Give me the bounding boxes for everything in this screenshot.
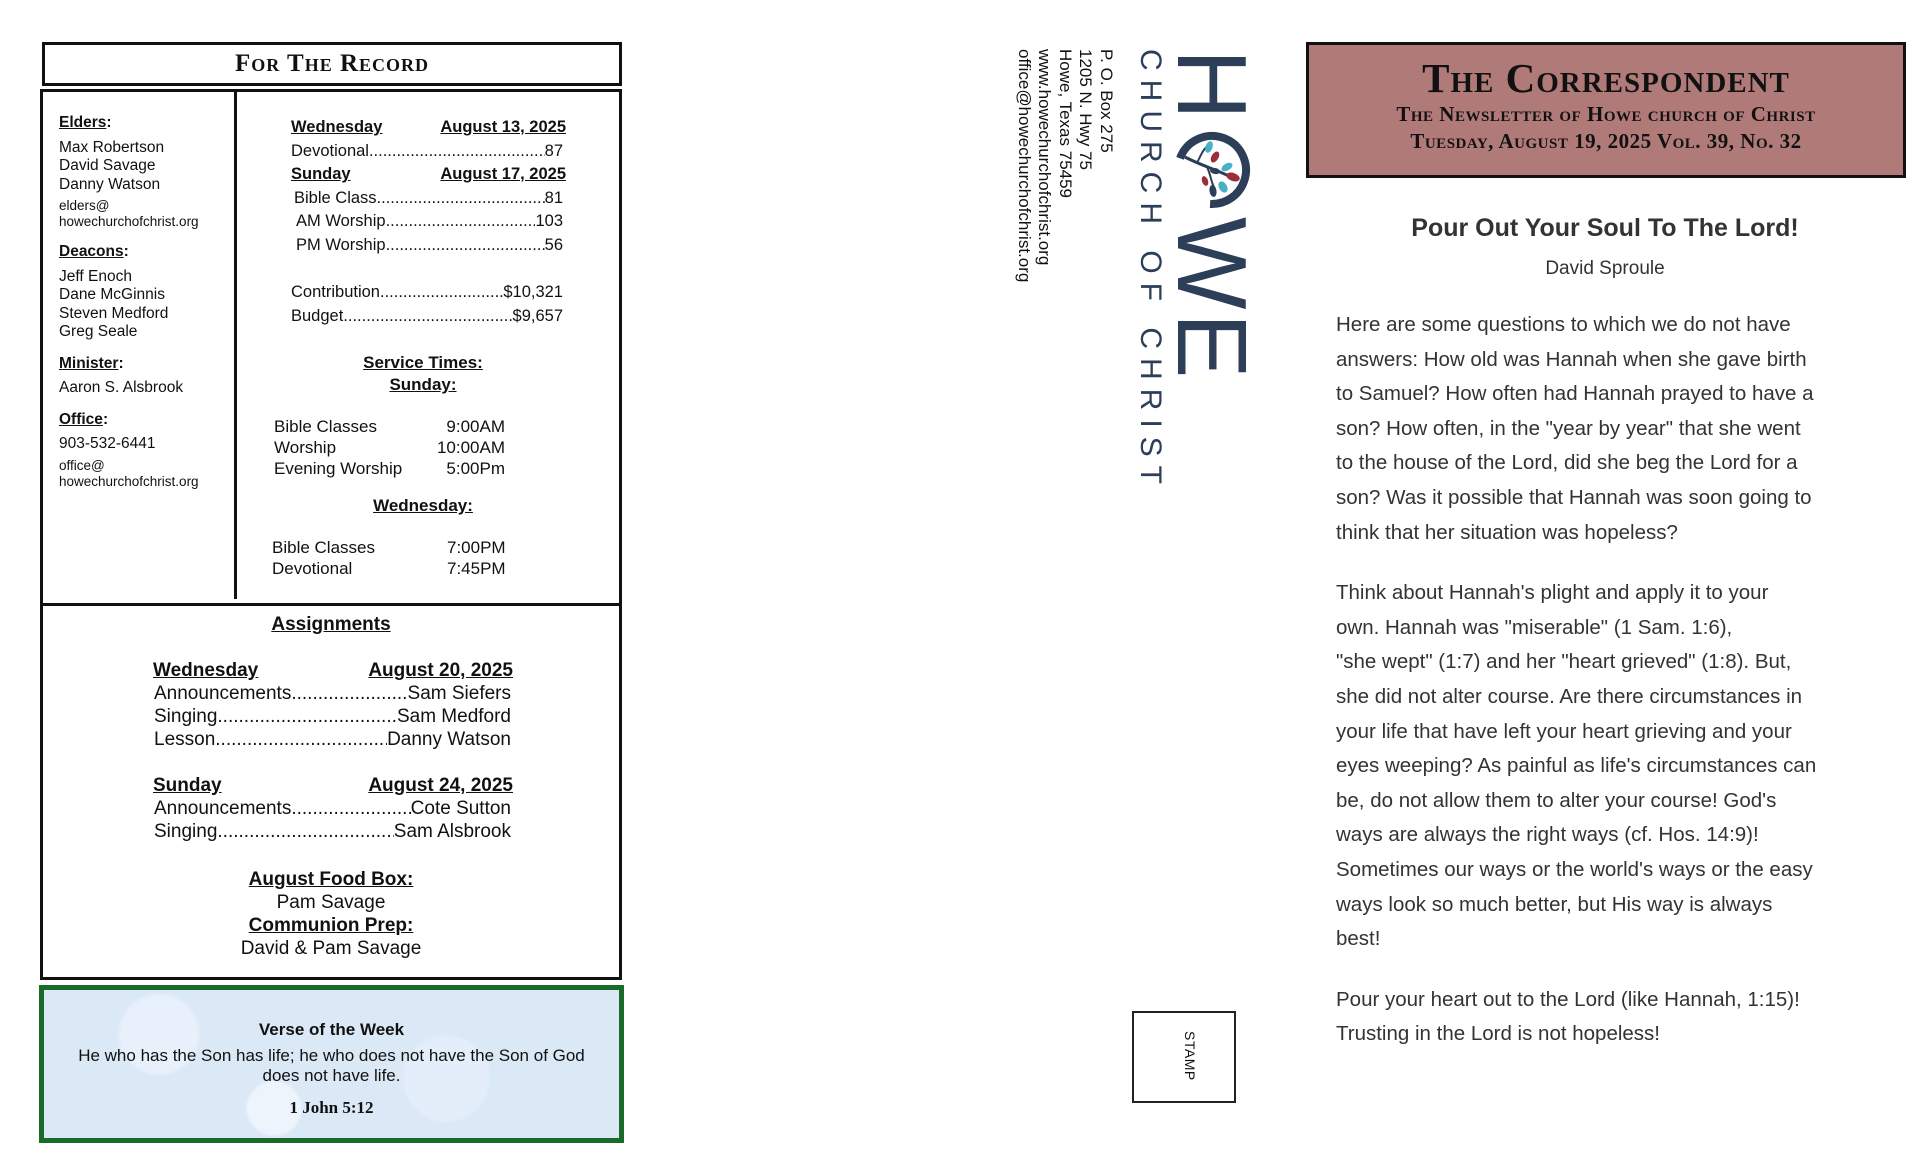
service-time: 10:00AM <box>436 438 505 457</box>
office-section: Office: 903-532-6441 office@ howechurchofchrist.org <box>59 411 229 490</box>
assignments-sunday-heading: Sunday August 24, 2025 <box>153 775 513 796</box>
food-box-label: August Food Box: <box>248 869 414 890</box>
assignment-row: Lesson ..... Danny Watson <box>153 728 511 751</box>
assignments-title: Assignments <box>271 614 391 635</box>
deacons-section: Deacons: Jeff Enoch Dane McGinnis Steven Medford Greg Seale <box>59 243 229 342</box>
food-box-name: Pam Savage <box>276 892 386 913</box>
sunday-service-table <box>274 416 505 479</box>
stats-sunday-heading: Sunday August 17, 2025 <box>291 165 566 183</box>
office-heading: Office <box>59 410 103 428</box>
office-email-user: office@ <box>59 457 105 473</box>
elders-email-domain: howechurchofchrist.org <box>59 214 199 229</box>
service-name: Bible Classes <box>274 417 377 436</box>
tree-icon <box>1169 127 1255 213</box>
wednesday-service-table <box>272 537 506 579</box>
stamp-box <box>1132 1011 1236 1103</box>
stats-row-am-worship: AM Worship ..... 103 <box>291 210 563 234</box>
service-times-title: Service Times: <box>363 353 483 372</box>
service-time: 9:00AM <box>446 417 505 436</box>
service-name: Bible Classes <box>272 538 375 557</box>
attendance-stats <box>291 116 591 328</box>
deacon-name: Jeff Enoch <box>59 267 132 285</box>
article-body <box>1336 308 1896 1078</box>
church-info-box <box>40 89 622 606</box>
assignment-row: Singing ..... Sam Alsbrook <box>153 820 511 843</box>
minister-heading: Minister <box>59 354 119 372</box>
stats-row-pm-worship: PM Worship ..... 56 <box>291 234 563 258</box>
verse-of-the-week <box>39 985 624 1143</box>
elder-name: Danny Watson <box>59 175 161 193</box>
stamp-label: STAMP <box>1182 1031 1198 1081</box>
service-time: 5:00Pm <box>446 459 505 478</box>
office-email-domain: howechurchofchrist.org <box>59 473 199 489</box>
communion-label: Communion Prep: <box>248 915 414 936</box>
elders-heading: Elders <box>59 114 107 131</box>
stats-wednesday-heading: Wednesday August 13, 2025 <box>291 118 566 136</box>
logo-letter-h: H <box>1157 49 1267 122</box>
assignments-wednesday <box>153 659 513 751</box>
communion-name: David & Pam Savage <box>240 938 422 959</box>
elders-email-user: elders@ <box>59 198 110 213</box>
service-time: 7:00PM <box>447 538 506 557</box>
service-times-sunday-heading: Sunday <box>389 375 451 394</box>
article-title: Pour Out Your Soul To The Lord! <box>1411 214 1799 242</box>
assignment-row: Singing ..... Sam Medford <box>153 705 511 728</box>
email-link[interactable]: office@howechurchofchrist.org <box>1015 49 1034 283</box>
newsletter-subtitle: The Newsletter of Howe church of Christ <box>1396 102 1816 126</box>
service-name: Worship <box>274 438 337 457</box>
return-address <box>1014 49 1117 282</box>
column-divider <box>234 92 237 599</box>
assignment-row: Announcements ..... Sam Siefers <box>153 682 511 705</box>
deacon-name: Dane McGinnis <box>59 286 165 303</box>
logo-subtitle: CHURCH OF CHRIST <box>1134 49 1167 493</box>
verse-title: Verse of the Week <box>258 1020 405 1039</box>
elder-name: Max Robertson <box>59 138 165 156</box>
logo-letter-e: E <box>1157 313 1267 381</box>
verse-reference: 1 John 5:12 <box>289 1098 374 1117</box>
minister-name: Aaron S. Alsbrook <box>59 379 184 396</box>
stats-row-devotional: Devotional ..... 87 <box>291 140 563 164</box>
verse-text: He who has the Son has life; he who does not have the Son of God does not have life. <box>78 1046 585 1085</box>
service-times-wednesday-heading: Wednesday: <box>373 496 473 515</box>
assignments-sunday <box>153 774 513 843</box>
assignments-wednesday-heading: Wednesday August 20, 2025 <box>153 660 513 681</box>
article-author: David Sproule <box>1545 258 1665 279</box>
stats-row-budget: Budget ..... $9,657 <box>291 305 563 329</box>
logo-wordmark <box>1157 49 1267 409</box>
leaders-column <box>59 114 229 503</box>
address-line: 1205 N. Hwy 75 <box>1076 49 1096 170</box>
newsletter-masthead <box>1306 42 1906 178</box>
elders-section: Elders: Max Robertson David Savage Danny Watson elders@ howechurchofchrist.org <box>59 114 229 230</box>
stats-row-bible-class: Bible Class ..... 81 <box>291 187 563 211</box>
article-paragraph: Think about Hannah's plight and apply it to your own. Hannah was "miserable" (1 Sam. 1:6), "she wept" (1:7) and her "heart grieved" (1:8). But, she did not alter course. Are there circumstances in your life that have left your heart grieving and your eyes weeping? As painful as life's circumstances can be, do not allow them to alter your course! God's ways are always the right ways (cf. Hos. 14:9)! Sometimes our ways or the world's ways or the easy ways look so much better, but His way is always best! <box>1336 581 1817 951</box>
elder-name: David Savage <box>59 157 156 174</box>
food-box-section <box>43 868 619 960</box>
office-phone: 903-532-6441 <box>59 435 156 452</box>
deacon-name: Greg Seale <box>59 323 138 340</box>
deacons-heading: Deacons <box>59 243 124 260</box>
service-name: Devotional <box>272 559 353 578</box>
article-paragraph: Here are some questions to which we do not have answers: How old was Hannah when she gave birth to Samuel? How often had Hannah prayed to have a son? How often, in the "year by year" that she went to the house of the Lord, did she beg the Lord for a son? Was it possible that Hannah was soon going to think that her situation was hopeless? <box>1336 313 1814 544</box>
newsletter-title: The Correspondent <box>1422 55 1790 101</box>
article-paragraph: Pour your heart out to the Lord (like Hannah, 1:15)! Trusting in the Lord is not hopeless! <box>1336 987 1800 1046</box>
newsletter-issue-info: Tuesday, August 19, 2025 Vol. 39, No. 32 <box>1410 129 1802 153</box>
service-times: Service Times: Sunday: Bible Classes 9:00AM Worship 10:00AM Evening Worship 5:00Pm Wednesday: Bible Classes 7:00PM Devotional 7:45PM <box>253 352 593 579</box>
assignment-row: Announcements ..... Cote Sutton <box>153 797 511 820</box>
service-time: 7:45PM <box>447 559 506 578</box>
website-link[interactable]: www.howechurchofchrist.org <box>1035 49 1055 266</box>
assignments-box <box>40 604 622 980</box>
logo-letter-w: W <box>1157 217 1267 312</box>
for-the-record-title: For The Record <box>42 42 622 86</box>
deacon-name: Steven Medford <box>59 304 169 322</box>
stats-row-contribution: Contribution ..... $10,321 <box>291 281 563 305</box>
address-line: P. O. Box 275 <box>1097 49 1116 153</box>
minister-section: Minister: Aaron S. Alsbrook <box>59 355 229 398</box>
address-line: Howe, Texas 75459 <box>1056 49 1075 199</box>
service-name: Evening Worship <box>274 459 403 478</box>
